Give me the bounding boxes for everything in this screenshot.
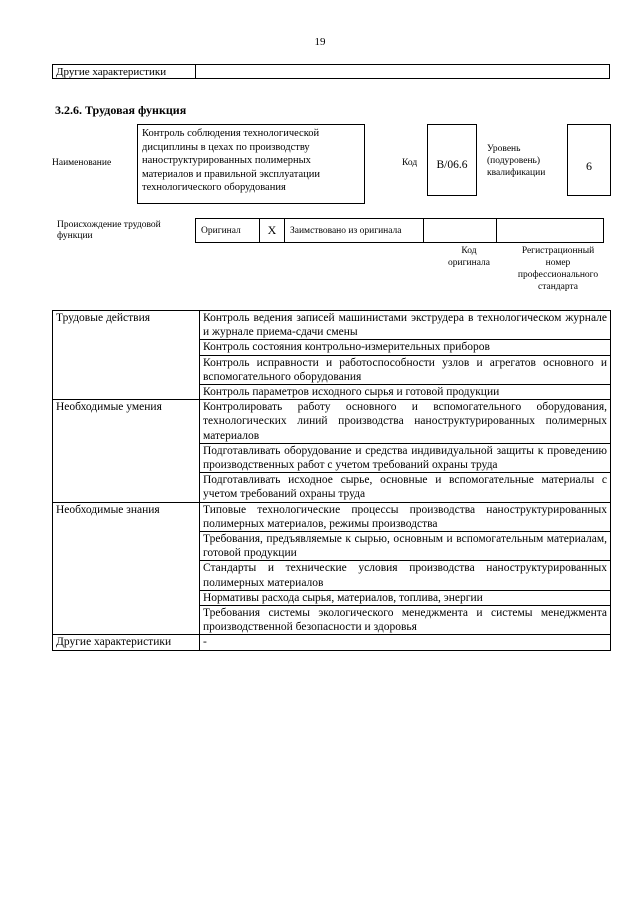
original-label: Оригинал xyxy=(196,219,260,243)
registration-number-cell xyxy=(497,219,604,243)
name-label: Наименование xyxy=(52,158,112,168)
code-label: Код xyxy=(402,158,418,168)
level-label-line: квалификации xyxy=(487,168,546,178)
table-cell: Контроль состояния контрольно-измерительных приборов xyxy=(200,340,611,355)
table-row xyxy=(53,502,611,531)
borrowed-label: Заимствовано из оригинала xyxy=(285,219,424,243)
section-title: 3.2.6. Трудовая функция xyxy=(55,103,187,117)
table-cell: Подготавливать исходное сырье, основные и вспомогательные материалы с учетом требований охраны труда xyxy=(200,473,611,502)
table-cell: Подготавливать оборудование и средства индивидуальной защиты к проведению производственных работ с учетом требований охраны труда xyxy=(200,443,611,472)
registration-number-caption xyxy=(505,245,611,293)
caption-line: оригинала xyxy=(448,258,490,268)
table-cell: Стандарты и технические условия производства наноструктурированных полимерных материалов xyxy=(200,561,611,590)
other-characteristics-value xyxy=(196,65,610,79)
level-label-line: Уровень xyxy=(487,144,521,154)
table-cell: Контролировать работу основного и вспомогательного оборудования, технологических линий производства наноструктурированных полимерных материалов xyxy=(200,400,611,444)
caption-line: Регистрационный xyxy=(521,246,595,256)
caption-line: профессионального xyxy=(517,270,599,280)
qualification-level-label xyxy=(487,143,545,179)
table-row xyxy=(53,311,611,340)
category-other-characteristics: Другие характеристики xyxy=(53,635,200,650)
qualification-level-box: 6 xyxy=(567,124,611,196)
caption-line: Код xyxy=(461,246,477,256)
table-cell: Типовые технологические процессы производства наноструктурированных полимерных материалов, режимы производства xyxy=(200,502,611,531)
category-required-skills: Необходимые умения xyxy=(53,400,200,502)
table-cell: Требования, предъявляемые к сырью, основным и вспомогательным материалам, готовой продукции xyxy=(200,532,611,561)
caption-line: стандарта xyxy=(538,282,578,292)
page-number: 19 xyxy=(314,36,326,48)
other-characteristics-label: Другие характеристики xyxy=(53,65,196,79)
caption-line: номер xyxy=(545,258,571,268)
function-details-table xyxy=(52,310,611,651)
other-characteristics-table xyxy=(52,64,610,79)
original-code-caption xyxy=(432,245,506,269)
category-labor-actions: Трудовые действия xyxy=(53,311,200,400)
function-name-box: Контроль соблюдения технологической дисциплины в цехах по производству наноструктурированных полимерных материалов и правильной эксплуатации технологического оборудования xyxy=(137,124,365,204)
table-cell: Контроль ведения записей машинистами экструдера в технологическом журнале и журнале приема-сдачи смены xyxy=(200,311,611,340)
table-cell: Контроль исправности и работоспособности узлов и агрегатов основного и вспомогательного оборудования xyxy=(200,355,611,384)
table-row xyxy=(53,400,611,444)
table-cell: Нормативы расхода сырья, материалов, топлива, энергии xyxy=(200,590,611,605)
original-mark: X xyxy=(260,219,285,243)
original-code-cell xyxy=(424,219,497,243)
table-cell: Требования системы экологического менеджмента и системы менеджмента производственной безопасности и здоровья xyxy=(200,606,611,635)
level-label-line: (подуровень) xyxy=(487,156,541,166)
table-row xyxy=(53,635,611,650)
category-required-knowledge: Необходимые знания xyxy=(53,502,200,635)
code-value-box: B/06.6 xyxy=(427,124,477,196)
table-cell: - xyxy=(200,635,611,650)
table-cell: Контроль параметров исходного сырья и готовой продукции xyxy=(200,385,611,400)
origin-label: Происхождение трудовой функции xyxy=(57,220,161,241)
origin-table xyxy=(195,218,604,243)
